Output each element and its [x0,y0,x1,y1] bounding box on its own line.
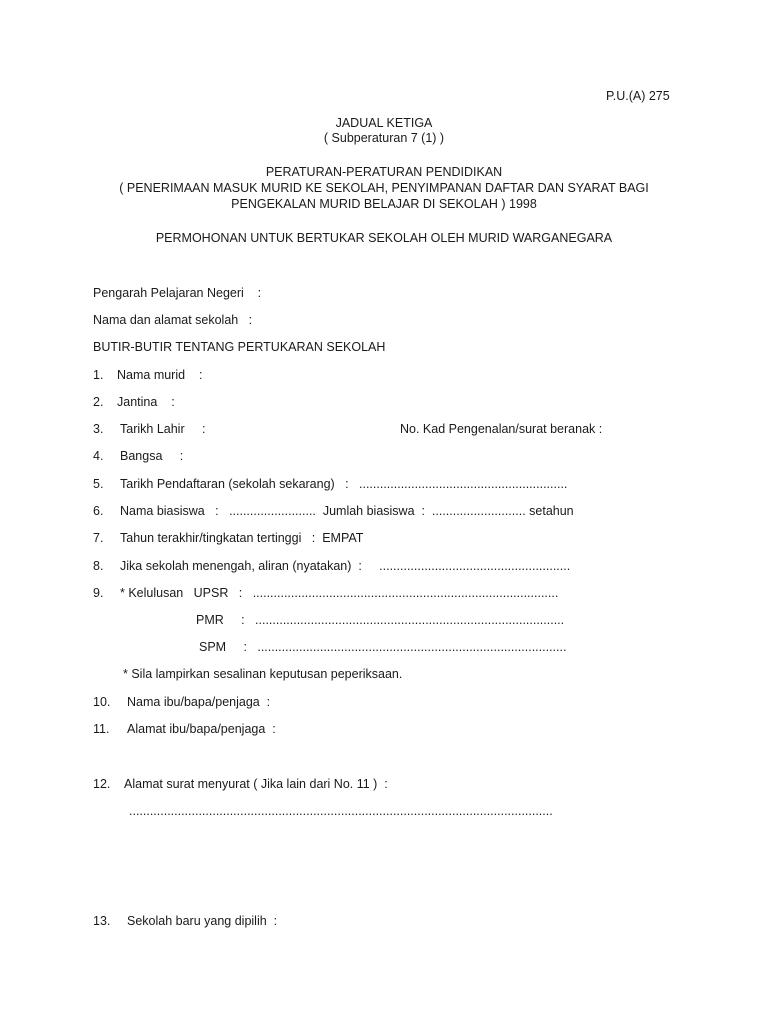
item-number-6: 6. [93,504,104,518]
regulation-title-line3: PENGEKALAN MURID BELAJAR DI SEKOLAH ) 1998 [231,197,537,211]
mailing-address-dotted-line: .......................................................................................................................... [129,804,553,818]
identity-card-field: No. Kad Pengenalan/surat beranak : [400,422,603,436]
item-number-9: 9. [93,586,104,600]
birth-date-field: Tarikh Lahir : [120,422,206,436]
scholarship-field: Nama biasiswa : ......................... Jumlah biasiswa : ........................... setahun [120,504,574,518]
item-number-8: 8. [93,559,104,573]
schedule-title: JADUAL KETIGA [335,116,433,130]
guardian-name-field: Nama ibu/bapa/penjaga : [127,695,271,709]
spm-result-field: SPM : ......................................................................................... [199,640,567,654]
schedule-subregulation: ( Subperaturan 7 (1) ) [323,131,445,145]
registration-date-field: Tarikh Pendaftaran (sekolah sekarang) : ............................................................ [120,477,568,491]
section-heading: BUTIR-BUTIR TENTANG PERTUKARAN SEKOLAH [93,340,386,354]
item-number-1: 1. [93,368,104,382]
exam-results-note: * Sila lampirkan sesalinan keputusan peperiksaan. [123,667,403,681]
gender-field: Jantina : [117,395,175,409]
item-number-2: 2. [93,395,104,409]
school-stream-field: Jika sekolah menengah, aliran (nyatakan) : ....................................................... [120,559,571,573]
item-number-4: 4. [93,449,104,463]
regulation-title-line1: PERATURAN-PERATURAN PENDIDIKAN [265,165,503,179]
item-number-3: 3. [93,422,104,436]
guardian-address-field: Alamat ibu/bapa/penjaga : [127,722,276,736]
item-number-11: 11. [93,722,110,736]
state-director-field: Pengarah Pelajaran Negeri : [93,286,262,300]
highest-level-field: Tahun terakhir/tingkatan tertinggi : EMPAT [120,531,364,545]
upsr-result-field: * Kelulusan UPSR : ........................................................................................ [120,586,559,600]
item-number-12: 12. [93,777,111,791]
item-number-10: 10. [93,695,111,709]
school-name-address-field: Nama dan alamat sekolah : [93,313,253,327]
student-name-field: Nama murid : [117,368,203,382]
item-number-7: 7. [93,531,104,545]
mailing-address-field: Alamat surat menyurat ( Jika lain dari No. 11 ) : [124,777,388,791]
new-school-field: Sekolah baru yang dipilih : [127,914,278,928]
form-title: PERMOHONAN UNTUK BERTUKAR SEKOLAH OLEH MURID WARGANEGARA [155,231,613,245]
pmr-result-field: PMR : ......................................................................................... [196,613,565,627]
regulation-title-line2: ( PENERIMAAN MASUK MURID KE SEKOLAH, PENYIMPANAN DAFTAR DAN SYARAT BAGI [119,181,649,195]
item-number-13: 13. [93,914,111,928]
item-number-5: 5. [93,477,104,491]
reference-number: P.U.(A) 275 [606,89,670,103]
race-field: Bangsa : [120,449,184,463]
